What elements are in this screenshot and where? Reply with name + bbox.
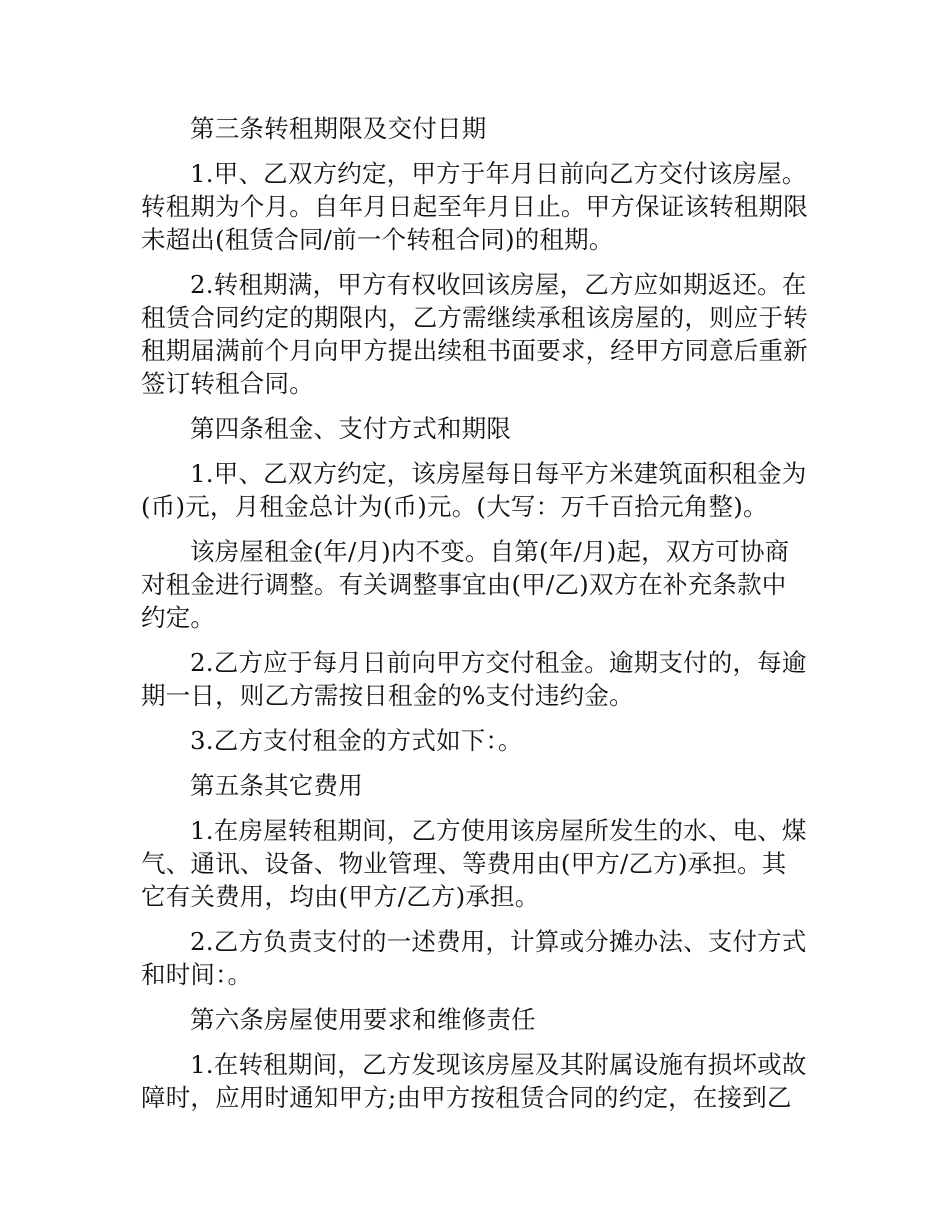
article-4-rent-adjustment: 该房屋租金(年/月)内不变。自第(年/月)起，双方可协商对租金进行调整。有关调整事宜由(甲/乙)双方在补充条款中约定。: [141, 537, 790, 632]
article-5-heading: 第五条其它费用: [190, 771, 363, 800]
article-4-clause-3: 3.乙方支付租金的方式如下：。: [190, 726, 523, 755]
article-4-clause-1: 1.甲、乙双方约定，该房屋每日每平方米建筑面积租金为(币)元，月租金总计为(币)元。(大写：万千百拾元角整)。: [141, 459, 807, 521]
article-3-heading: 第三条转租期限及交付日期: [190, 114, 487, 143]
article-3-clause-2: 2.转租期满，甲方有权收回该房屋，乙方应如期返还。在租赁合同约定的期限内，乙方需继续承租该房屋的，则应于转租期届满前个月向甲方提出续租书面要求，经甲方同意后重新签订转租合同。: [141, 270, 808, 398]
article-6-clause-1: 1.在转租期间，乙方发现该房屋及其附属设施有损坏或故障时，应用时通知甲方;由甲方按租赁合同的约定，在接到乙: [141, 1050, 807, 1112]
document-body: [141, 112, 811, 1126]
article-3-clause-1: 1.甲、乙双方约定，甲方于年月日前向乙方交付该房屋。转租期为个月。自年月日起至年月日止。甲方保证该转租期限未超出(租赁合同/前一个转租合同)的租期。: [141, 159, 808, 254]
article-5-clause-1: 1.在房屋转租期间，乙方使用该房屋所发生的水、电、煤气、通讯、设备、物业管理、等费用由(甲方/乙方)承担。其它有关费用，均由(甲方/乙方)承担。: [141, 816, 807, 911]
article-4-heading: 第四条租金、支付方式和期限: [190, 414, 512, 443]
article-4-clause-2: 2.乙方应于每月日前向甲方交付租金。逾期支付的，每逾期一日，则乙方需按日租金的%支付违约金。: [141, 648, 807, 710]
article-6-heading: 第六条房屋使用要求和维修责任: [190, 1005, 536, 1034]
article-5-clause-2: 2.乙方负责支付的一述费用，计算或分摊办法、支付方式和时间：。: [141, 927, 807, 989]
